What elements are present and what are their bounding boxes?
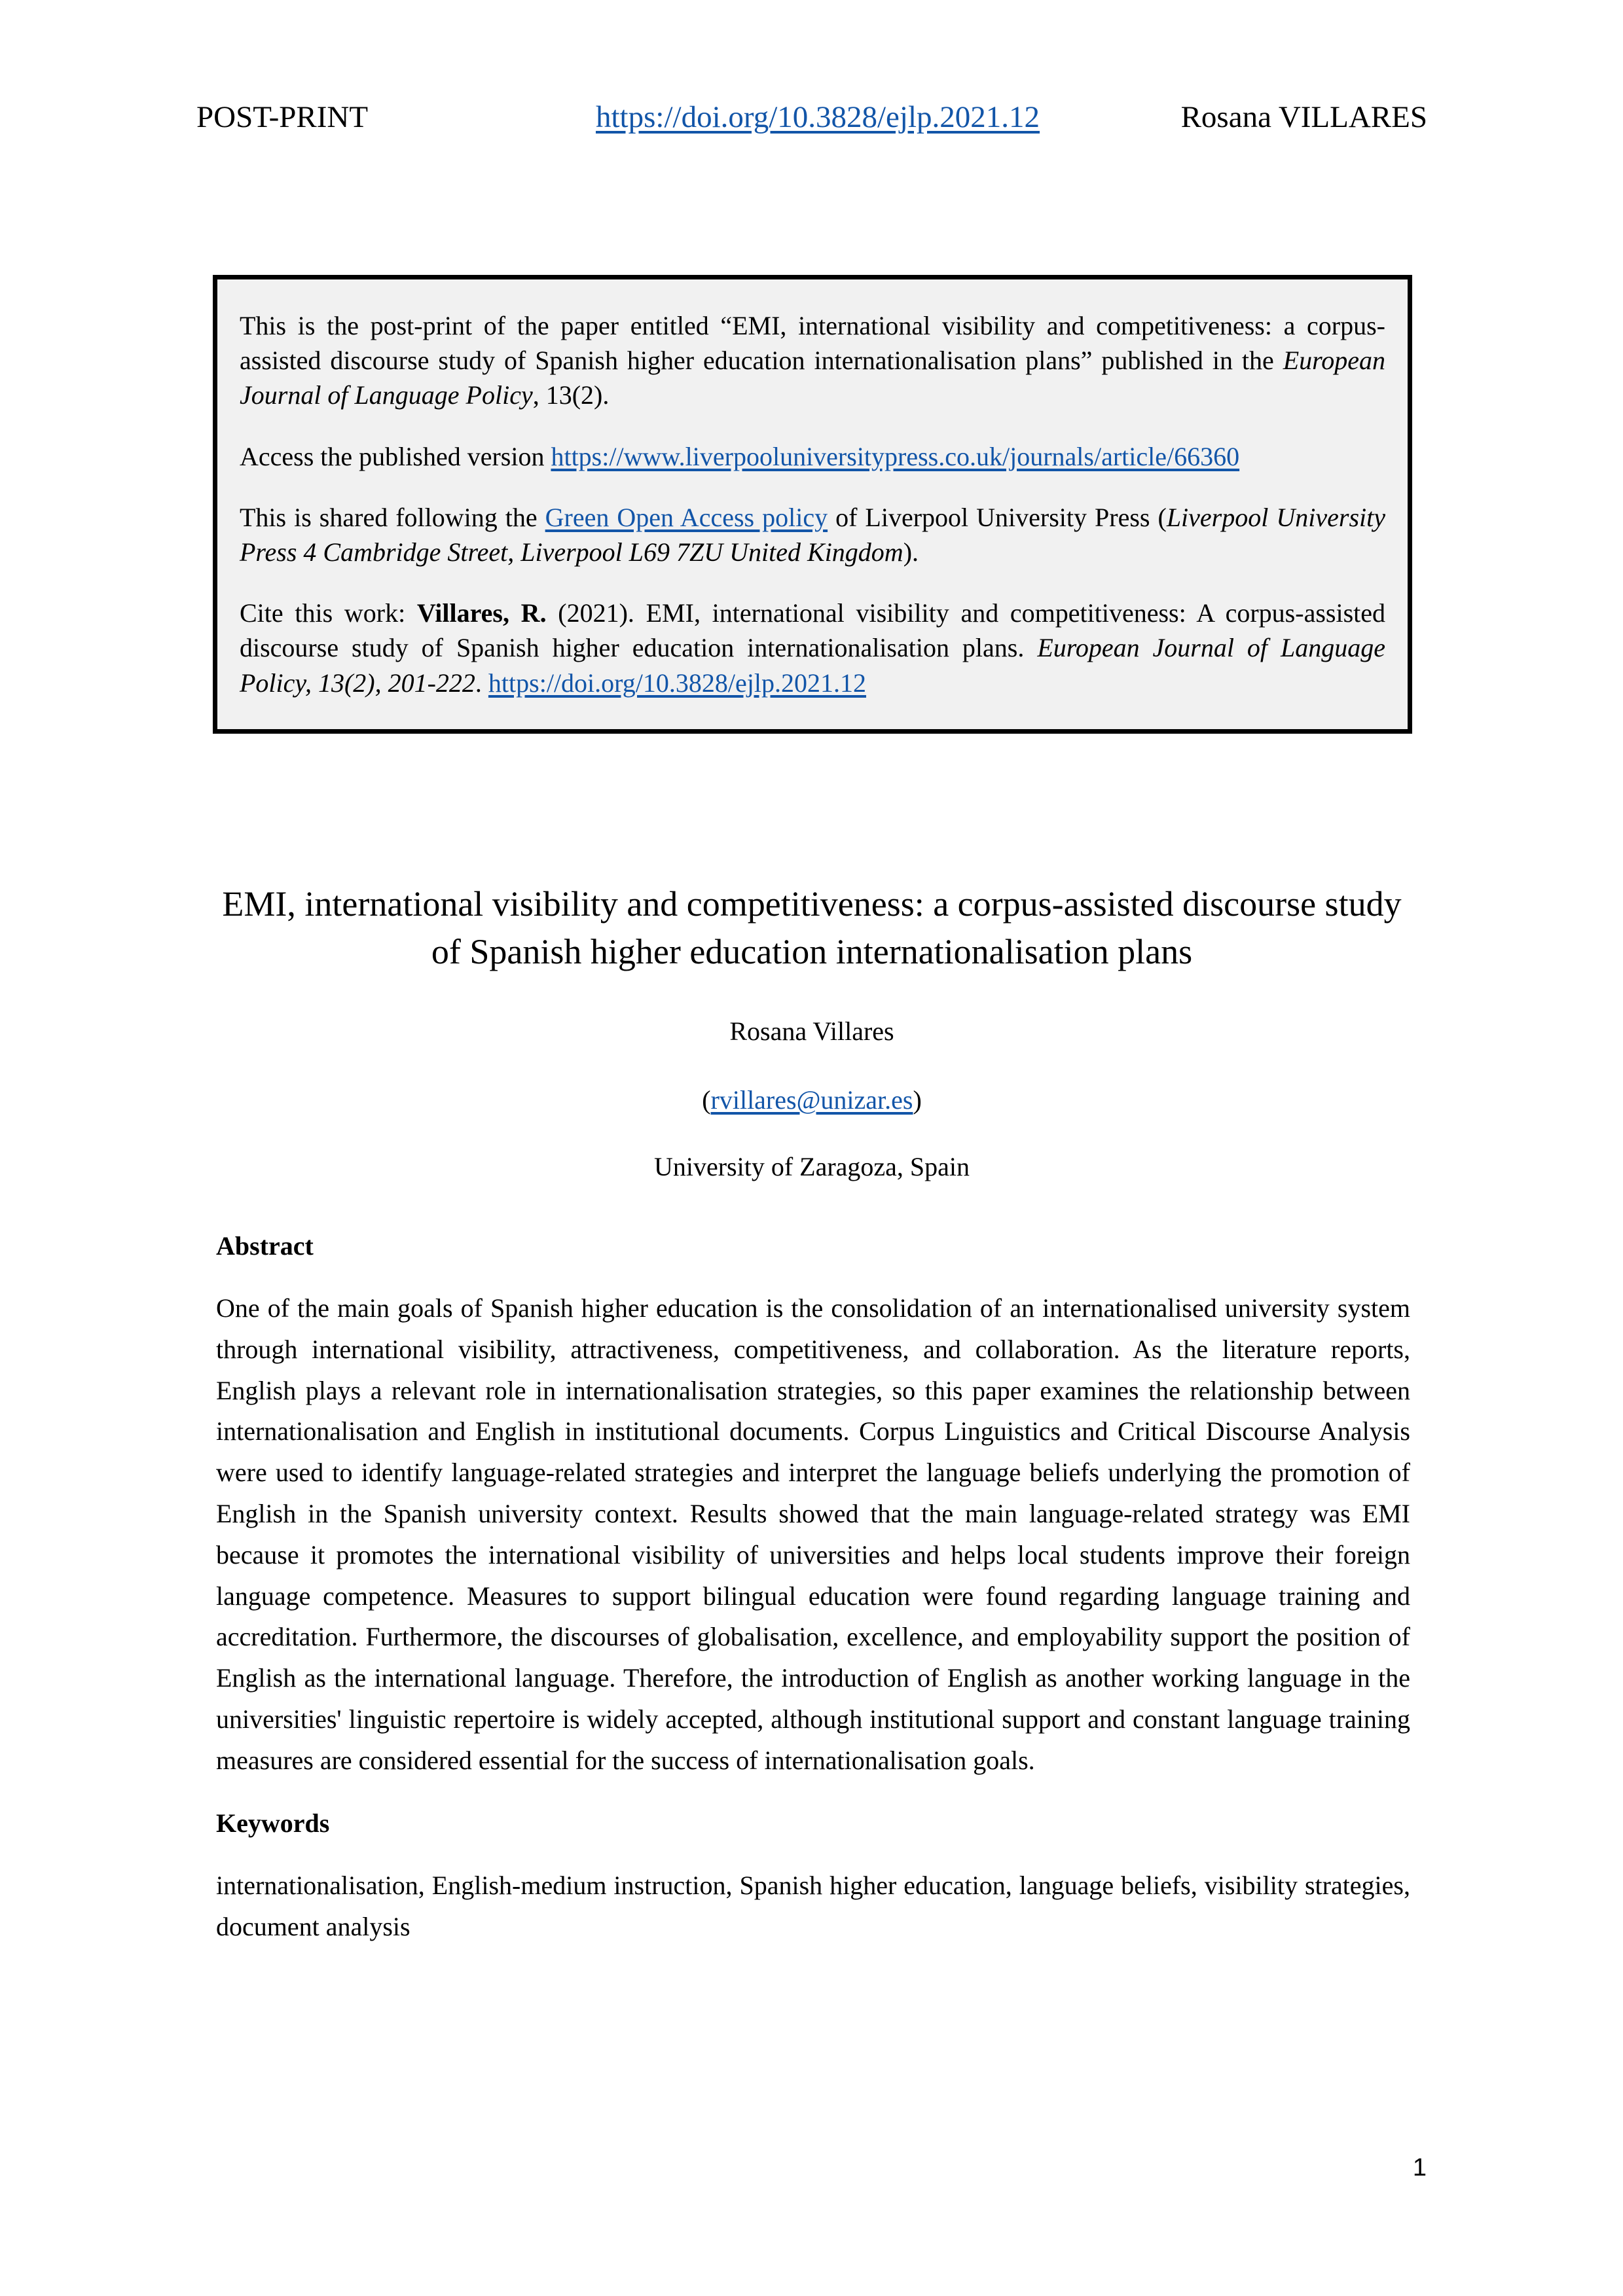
header-doi-link[interactable]: https://doi.org/10.3828/ejlp.2021.12: [596, 100, 1040, 134]
abstract-heading: Abstract: [216, 1231, 314, 1261]
author-affiliation: University of Zaragoza, Spain: [653, 1152, 970, 1181]
publisher-address: Liverpool University Press 4 Cambridge Street, Liverpool L69 7ZU United Kingdom: [240, 502, 1385, 567]
green-open-access-policy-link[interactable]: Green Open Access policy: [545, 502, 828, 532]
notice-paragraph-access: [240, 439, 1385, 474]
notice-postprint-text-after: , 13(2).: [532, 380, 610, 410]
keywords-heading: Keywords: [216, 1808, 330, 1838]
notice-green-oa-lead-in: This is shared following the: [240, 502, 545, 532]
article-title: EMI, international visibility and competitiveness: a corpus-assisted discourse study of Spanish higher education internationalisation plans: [222, 884, 1402, 972]
notice-access-lead-in: Access the published version: [240, 441, 551, 471]
citation-middle: (2021). EMI, international visibility and competitiveness: A corpus-assisted discourse study of Spanish higher education internationalisation plans.: [240, 598, 1385, 663]
notice-journal-name: European Journal of Language Policy: [240, 346, 1385, 410]
notice-paragraph-citation: [240, 596, 1385, 700]
keywords-body: internationalisation, English-medium instruction, Spanish higher education, language beliefs, visibility strategies, document analysis: [216, 1871, 1410, 1941]
abstract-body: One of the main goals of Spanish higher education is the consolidation of an internationalised university system through international visibility, attractiveness, competitiveness, and collaboration. As the literature reports, English plays a relevant role in internationalisation strategies, so this paper examines the relationship between internationalisation and English in institutional documents. Corpus Linguistics and Critical Discourse Analysis were used to identify language-related strategies and interpret the language beliefs underlying the promotion of English in the Spanish university context. Results showed that the main language-related strategy was EMI because it promotes the international visibility of universities and helps local students improve their foreign language competence. Measures to support bilingual education were found regarding language training and accreditation. Furthermore, the discourses of globalisation, excellence, and employability support the position of English as the international language. Therefore, the introduction of English as another working language in the universities' linguistic repertoire is widely accepted, although institutional support and constant language training measures are considered essential for the success of internationalisation goals.: [216, 1293, 1410, 1775]
author-email-line: [216, 1083, 1408, 1117]
author-email-link[interactable]: rvillares@unizar.es: [710, 1085, 913, 1115]
page-number: 1: [1412, 2154, 1427, 2181]
header-post-print-label: POST-PRINT: [196, 100, 369, 134]
citation-doi-link[interactable]: https://doi.org/10.3828/ejlp.2021.12: [488, 668, 866, 698]
notice-green-oa-tail: ).: [903, 537, 919, 567]
email-open-paren: (: [702, 1085, 711, 1115]
email-close-paren: ): [913, 1085, 922, 1115]
notice-paragraph-postprint: [240, 308, 1385, 413]
running-header: [196, 97, 1427, 137]
citation-lead-in: Cite this work:: [240, 598, 417, 628]
author-name: Rosana Villares: [729, 1016, 894, 1046]
citation-author: Villares, R.: [416, 598, 547, 628]
header-author-label: Rosana VILLARES: [1180, 100, 1427, 134]
notice-paragraph-green-oa: [240, 500, 1385, 569]
citation-source: European Journal of Language Policy, 13(2), 201-222: [240, 633, 1385, 698]
post-print-notice-box: [213, 275, 1412, 734]
citation-separator: .: [475, 668, 488, 698]
notice-green-oa-middle: of Liverpool University Press (: [828, 502, 1167, 532]
notice-postprint-text-before: This is the post-print of the paper entitled “EMI, international visibility and competitiveness: a corpus-assisted discourse study of Spanish higher education internationalisation plans” published in the: [240, 311, 1385, 376]
published-version-link[interactable]: https://www.liverpooluniversitypress.co.uk/journals/article/66360: [551, 441, 1240, 471]
